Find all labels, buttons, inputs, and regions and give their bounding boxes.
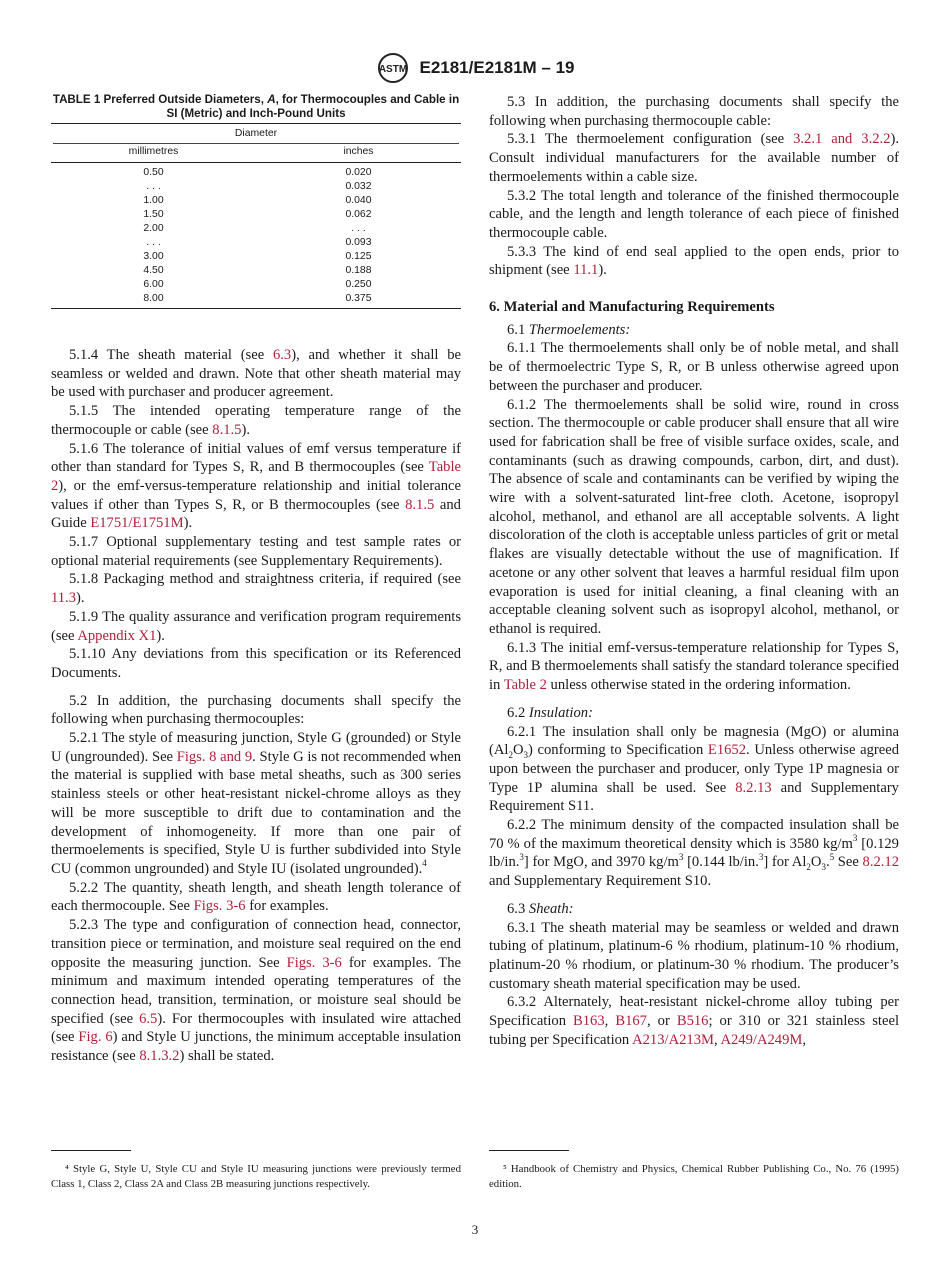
cell-inches: 0.093 xyxy=(345,237,372,248)
cell-inches: . . . xyxy=(351,223,366,234)
ref-b167-link[interactable]: B167 xyxy=(615,1013,647,1030)
table-row xyxy=(51,180,461,194)
section-6-heading: 6. Material and Manufacturing Requirements xyxy=(489,299,775,316)
cell-millimetres: 8.00 xyxy=(143,293,164,304)
table-body xyxy=(51,163,461,309)
para-6-3-1: 6.3.1 The sheath material may be seamless or welded and drawn tubing of platinum, platinum-6 % rhodium, platinum-10 % rhodium, platinum-20 % rhodium, or platinum-30 % rhodium. The producer’s customary sheath material specification may be used. xyxy=(489,919,899,992)
cell-millimetres: 1.00 xyxy=(143,195,164,206)
col-header-millimetres: millimetres xyxy=(128,146,179,157)
ref-8-1-3-2-link[interactable]: 8.1.3.2 xyxy=(139,1048,180,1065)
para-5-1-7: 5.1.7 Optional supplementary testing and test sample rates or optional material requirements (see Supplementary Requirements). xyxy=(51,534,461,569)
ref-b516-link[interactable]: B516 xyxy=(676,1013,709,1030)
para-6-3-2: 6.3.2 Alternately, heat-resistant nickel-chrome alloy tubing per Specification B163, B167, or B516; or 310 or 321 stainless steel tubing per Specification A213/A213M, A249/A249M, xyxy=(489,994,899,1048)
cell-millimetres: 1.50 xyxy=(143,209,164,220)
cell-inches: 0.020 xyxy=(345,167,372,178)
logo-text: ASTM xyxy=(379,64,408,75)
ref-table-2-link[interactable]: Table 2 xyxy=(503,677,547,694)
page-header xyxy=(0,52,950,84)
para-6-1-3: 6.1.3 The initial emf-versus-temperature relationship for Types S, R, and B thermoelements shall satisfy the standard tolerance specified in Table 2 unless otherwise stated in the ordering information. xyxy=(489,639,899,694)
cell-inches: 0.040 xyxy=(345,195,372,206)
cell-millimetres: . . . xyxy=(146,237,161,248)
para-6-1-1: 6.1.1 The thermoelements shall only be of noble metal, and shall be of thermoelectric Type S, R, or B unless otherwise agreed upon between the purchaser and producer. xyxy=(489,340,899,394)
diameter-table xyxy=(51,123,461,309)
left-column xyxy=(51,93,461,1066)
cell-inches: 0.125 xyxy=(345,251,372,262)
table-row xyxy=(51,194,461,208)
para-6-2: 6.2 Insulation: xyxy=(507,704,593,721)
para-6-1-2: 6.1.2 The thermoelements shall be solid wire, round in cross section. The thermocouple or cable producer shall ensure that all wire used for fabrication shall be free of visible surface oxides, scale, and contaminants (such as drawing compounds, carbon, dirt, and dust). The absence of scale and contaminants can be verified by wiping the wire with a solvent-saturated lint-free cloth. Acetone, isopropyl alcohol, methanol, and ethanol are all acceptable solvents. A light discoloration of the cloth is acceptable unless particles of grit or metal flakes are visually detectable without the use of magnification. If acetone or any other solvent that leaves a harmful residual film upon evaporation is used for initial cleaning, a final cleaning with an acceptable cleaning solvent such as isopropyl alcohol, methanol, or ethanol is required. xyxy=(489,396,899,637)
ref-figs-3-6-link[interactable]: Figs. 3-6 xyxy=(286,954,342,971)
table-row xyxy=(51,264,461,278)
ref-11-3-link[interactable]: 11.3 xyxy=(51,590,76,607)
ref-8-1-5-link[interactable]: 8.1.5 xyxy=(405,496,435,513)
para-6-3: 6.3 Sheath: xyxy=(507,900,574,917)
table-row xyxy=(51,208,461,222)
table-row xyxy=(51,163,461,181)
para-5-1-8: 5.1.8 Packaging method and straightness criteria, if required (see 11.3). xyxy=(51,571,461,607)
document-designation: E2181/E2181M – 19 xyxy=(419,58,575,77)
table-row xyxy=(51,278,461,292)
para-5-3-2: 5.3.2 The total length and tolerance of the finished thermocouple cable, and the length and length tolerance of each piece of finished thermocouple cable. xyxy=(489,187,899,241)
ref-b163-link[interactable]: B163 xyxy=(573,1013,605,1030)
col-header-inches: inches xyxy=(343,146,374,157)
footnote-rule-right xyxy=(489,1150,569,1151)
para-5-2-2: 5.2.2 The quantity, sheath length, and sheath length tolerance of each thermocouple. See Figs. 3-6 for examples. xyxy=(51,879,461,915)
para-5-1-6: 5.1.6 The tolerance of initial values of emf versus temperature if other than standard for Types S, R, and B thermocouples (see Table 2), or the emf-versus-temperature relationship and initial tolerance values if other than Types S, R, or B thermocouples (see 8.1.5 and Guide E1751/E1751M). xyxy=(51,440,461,532)
para-5-2: 5.2 In addition, the purchasing documents shall specify the following when purchasing thermocouples: xyxy=(51,692,461,728)
ref-a213-link[interactable]: A213/A213M xyxy=(632,1031,714,1048)
ref-e1652-link[interactable]: E1652 xyxy=(707,742,747,759)
table-row xyxy=(51,236,461,250)
ref-figs-3-6-link[interactable]: Figs. 3-6 xyxy=(193,898,246,915)
para-5-3-3: 5.3.3 The kind of end seal applied to the open ends, prior to shipment (see 11.1). xyxy=(489,243,899,279)
cell-millimetres: 2.00 xyxy=(143,223,164,234)
right-column xyxy=(489,93,899,1049)
para-5-1-5: 5.1.5 The intended operating temperature range of the thermocouple or cable (see 8.1.5). xyxy=(51,403,461,438)
ref-8-2-13-link[interactable]: 8.2.13 xyxy=(735,779,772,796)
para-5-1-9: 5.1.9 The quality assurance and verification program requirements (see Appendix X1). xyxy=(51,608,461,644)
ref-table-2-link[interactable]: Table 2 xyxy=(51,459,461,494)
ref-8-2-12-link[interactable]: 8.2.12 xyxy=(862,854,900,871)
ref-figs-8-9-link[interactable]: Figs. 8 and 9 xyxy=(176,748,253,765)
page-number: 3 xyxy=(471,1222,479,1237)
cell-millimetres: 0.50 xyxy=(143,167,164,178)
cell-millimetres: 6.00 xyxy=(143,279,164,290)
ref-e1751-link[interactable]: E1751/E1751M xyxy=(90,515,184,532)
table-row xyxy=(51,250,461,264)
ref-8-1-5-link[interactable]: 8.1.5 xyxy=(212,421,242,438)
para-5-2-3: 5.2.3 The type and configuration of connection head, connector, transition piece or termination, and moisture seal required on the end opposite the measuring junction. See Figs. 3-6 for examples. The minimum and maximum intended operating temperatures of the connection head, transition, termination, or moisture seal should be specified (see 6.5). For thermocouples with insulated wire attached (see Fig. 6) and Style U junctions, the minimum acceptable insulation resistance (see 8.1.3.2) shall be stated. xyxy=(51,917,462,1065)
para-5-3-1: 5.3.1 The thermoelement configuration (see 3.2.1 and 3.2.2). Consult individual manufacturers for the available number of thermoelements within a cable size. xyxy=(489,131,899,185)
ref-fig-6-link[interactable]: Fig. 6 xyxy=(78,1029,113,1046)
table-group-header: Diameter xyxy=(234,128,278,139)
astm-logo-icon xyxy=(375,52,411,84)
footnote-5: ⁵ Handbook of Chemistry and Physics, Chemical Rubber Publishing Co., No. 76 (1995) edition. xyxy=(489,1163,899,1190)
table-row xyxy=(51,222,461,236)
ref-6-3-link[interactable]: 6.3 xyxy=(272,347,292,363)
cell-inches: 0.032 xyxy=(345,181,372,192)
para-5-3: 5.3 In addition, the purchasing documents shall specify the following when purchasing thermocouple cable: xyxy=(489,94,899,129)
table-1 xyxy=(51,93,461,337)
footnote-4: ⁴ Style G, Style U, Style CU and Style IU measuring junctions were previously termed Class 1, Class 2, Class 2A and Class 2B measuring junctions respectively. xyxy=(51,1163,461,1190)
para-6-2-1: 6.2.1 The insulation shall only be magnesia (MgO) or alumina $(Al_2O_3)$ conforming to Specification E1652. Unless otherwise agreed upon between the purchaser and producer, only Type 1P magnesia or Type 1P alumina shall be used. See 8.2.13 and Supplementary Requirement S11. xyxy=(489,723,899,815)
footnote-4-marker: 4 xyxy=(422,858,427,869)
cell-inches: 0.375 xyxy=(345,293,372,304)
cell-inches: 0.250 xyxy=(345,279,372,290)
table-row xyxy=(51,292,461,309)
para-5-2-1: 5.2.1 The style of measuring junction, Style G (grounded) or Style U (ungrounded). See Figs. 8 and 9. Style G is not recommended when the material is supplied with base metal sheaths, such as 300 series stainless steels or other heat-resistant nickel-chrome alloys as they will be more susceptible to drift due to contamination and the development of inhomogeneity. If more than one pair of thermoelements is specified, Style U is further subdivided into Style CU (common ungrounded) and Style IU (isolated ungrounded).$^4$ xyxy=(51,730,462,877)
footnote-rule-left xyxy=(51,1150,131,1151)
cell-millimetres: . . . xyxy=(146,181,161,192)
para-5-1-4: 5.1.4 The sheath material (see 6.3), and whether it shall be seamless or welded and drawn. Note that other sheath material may be used with purchaser and producer agreement. xyxy=(51,347,461,401)
cell-millimetres: 3.00 xyxy=(143,251,164,262)
footnote-5-marker: 5 xyxy=(829,851,835,862)
ref-11-1-link[interactable]: 11.1 xyxy=(573,262,599,279)
ref-a249-link[interactable]: A249/A249M xyxy=(720,1031,803,1048)
cell-inches: 0.062 xyxy=(345,209,372,220)
para-6-1: 6.1 Thermoelements: xyxy=(507,321,631,338)
ref-6-5-link[interactable]: 6.5 xyxy=(139,1010,158,1027)
cell-inches: 0.188 xyxy=(345,265,372,276)
ref-appendix-x1-link[interactable]: Appendix X1 xyxy=(77,627,157,644)
table-1-title: TABLE 1 Preferred Outside Diameters, A, for Thermocouples and Cable in SI (Metric) and Inch-Pound Units xyxy=(52,93,460,120)
ref-3-2-1-link[interactable]: 3.2.1 and 3.2.2 xyxy=(793,131,891,148)
cell-millimetres: 4.50 xyxy=(143,265,164,276)
para-5-1-10: 5.1.10 Any deviations from this specification or its Referenced Documents. xyxy=(51,646,461,681)
para-6-2-2: 6.2.2 The minimum density of the compacted insulation shall be 70 % of the maximum theoretical density which is 3580 $kg/m^3$ [0.129 lb/in.$^3$] for MgO, and 3970 $kg/m^3$ [0.144 lb/in.$^3$] for $Al_2O_3.^5$ See 8.2.12 and Supplementary Requirement S10. xyxy=(489,817,900,890)
